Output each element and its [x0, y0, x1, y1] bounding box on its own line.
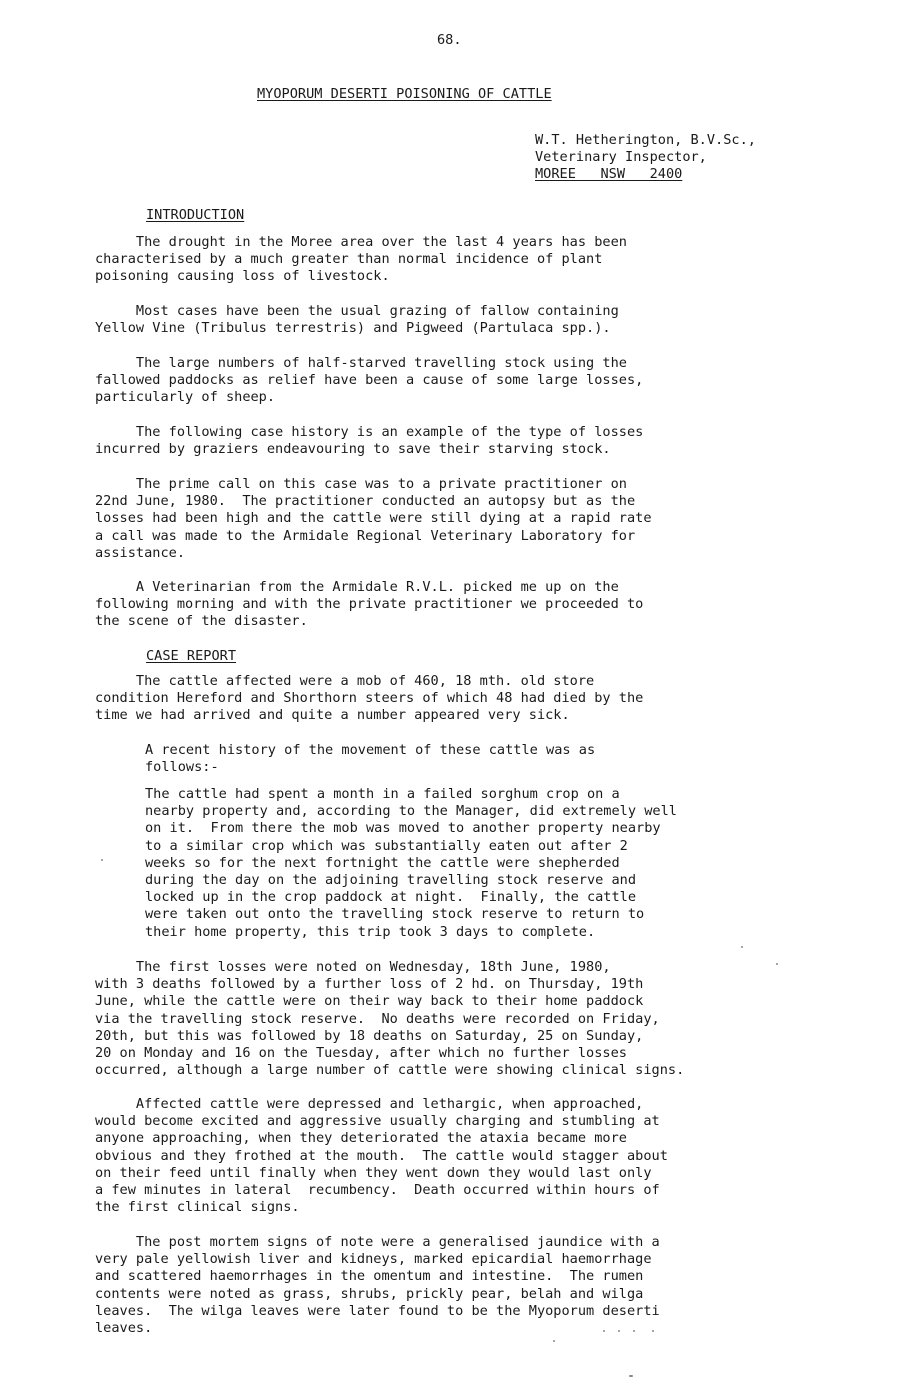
scan-speck	[603, 1330, 605, 1332]
scan-speck	[618, 1330, 620, 1332]
paragraph-indented: The cattle had spent a month in a failed sorghum crop on a nearby property and, according to the Manager, did extremely well on it. From there the mob was moved to another property nearby to a similar crop which was substantially eaten out after 2 weeks so for the next fortnight the cattle were shepherded during the day on the adjoining travelling stock reserve and locked up in the crop paddock at night. Finally, the cattle were taken out onto the travelling stock reserve to return to their home property, this trip took 3 days to complete.	[145, 786, 677, 940]
paragraph: The drought in the Moree area over the last 4 years has been characterised by a much greater than normal incidence of plant poisoning causing loss of livestock.	[95, 234, 627, 285]
paragraph: The large numbers of half-starved travelling stock using the fallowed paddocks as relief have been a cause of some large losses, particularly of sheep.	[95, 355, 644, 406]
paragraph: Affected cattle were depressed and lethargic, when approached, would become excited and aggressive usually charging and stumbling at anyone approaching, when they deteriorated the ataxia became more obvious and they frothed at the mouth. The cattle would stagger about on their feed until finally when they went down they would last only a few minutes in lateral recumbency. Death occurred within hours of the first clinical signs.	[95, 1096, 668, 1216]
paragraph: The first losses were noted on Wednesday, 18th June, 1980, with 3 deaths followed by a further loss of 2 hd. on Thursday, 19th June, while the cattle were on their way back to their home paddock via the travelling stock reserve. No deaths were recorded on Friday, 20th, but this was followed by 18 deaths on Saturday, 25 on Sunday, 20 on Monday and 16 on the Tuesday, after which no further losses occurred, although a large number of cattle were showing clinical signs.	[95, 959, 685, 1079]
page-title: MYOPORUM DESERTI POISONING OF CATTLE	[257, 86, 552, 102]
scan-speck	[553, 1340, 555, 1342]
scan-speck	[741, 946, 743, 948]
paragraph: The following case history is an example of the type of losses incurred by graziers endeavouring to save their starving stock.	[95, 424, 644, 458]
introduction-heading: INTRODUCTION	[146, 207, 245, 223]
paragraph: A Veterinarian from the Armidale R.V.L. picked me up on the following morning and with the private practitioner we proceeded to the scene of the disaster.	[95, 579, 644, 630]
author-name: W.T. Hetherington, B.V.Sc.,	[535, 132, 756, 148]
scan-speck	[629, 1375, 633, 1377]
paragraph: The post mortem signs of note were a generalised jaundice with a very pale yellowish liver and kidneys, marked epicardial haemorrhage and scattered haemorrhages in the omentum and intestine. The rumen contents were noted as grass, shrubs, prickly pear, belah and wilga leaves. The wilga leaves were later found to be the Myoporum deserti leaves.	[95, 1234, 660, 1337]
paragraph: The prime call on this case was to a private practitioner on 22nd June, 1980. The practitioner conducted an autopsy but as the losses had been high and the cattle were still dying at a rapid rate a call was made to the Armidale Regional Veterinary Laboratory for assistance.	[95, 476, 652, 561]
author-role: Veterinary Inspector,	[535, 149, 707, 165]
case-report-heading: CASE REPORT	[146, 648, 237, 664]
scan-speck	[776, 963, 778, 965]
scan-speck	[633, 1330, 635, 1332]
scan-speck	[101, 859, 103, 861]
paragraph: The cattle affected were a mob of 460, 18 mth. old store condition Hereford and Shorthorn steers of which 48 had died by the time we had arrived and quite a number appeared very sick.	[95, 673, 644, 724]
paragraph: Most cases have been the usual grazing of fallow containing Yellow Vine (Tribulus terrestris) and Pigweed (Partulaca spp.).	[95, 303, 619, 337]
page-number: 68.	[437, 32, 462, 48]
paragraph-indented: A recent history of the movement of these cattle was as follows:-	[145, 742, 596, 776]
author-location: MOREE NSW 2400	[535, 166, 683, 182]
scan-speck	[652, 1330, 654, 1332]
